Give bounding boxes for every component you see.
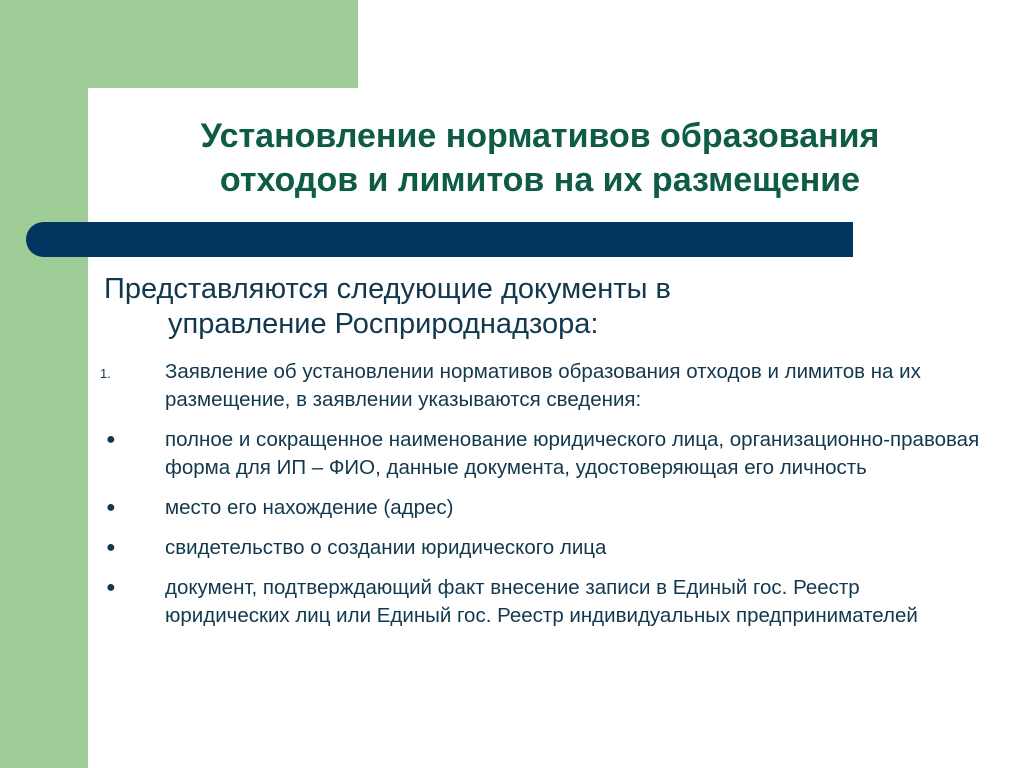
list-item-text: документ, подтверждающий факт внесение записи в Единый гос. Реестр юридических лиц или Единый гос. Реестр индивидуальных предпринимателей — [165, 576, 918, 627]
intro-line-2: управление Росприроднадзора: — [168, 308, 599, 340]
list-item-text: полное и сокращенное наименование юридического лица, организационно-правовая форма для ИП – ФИО, данные документа, удостоверяющая его личность — [165, 428, 980, 479]
decorative-green-sidebar — [0, 0, 88, 768]
slide-title — [100, 114, 980, 202]
slide-title-line-1: Установление нормативов образования — [200, 117, 880, 155]
list-item — [100, 358, 980, 414]
intro-text — [104, 272, 924, 342]
list-item — [100, 426, 980, 482]
document-list — [100, 358, 980, 642]
list-number-marker: 1. — [100, 366, 111, 381]
bullet-icon: ● — [106, 431, 116, 448]
list-item-text: место его нахождение (адрес) — [165, 496, 454, 519]
bullet-icon: ● — [106, 579, 116, 596]
title-divider-bar — [26, 222, 853, 257]
list-item-text: свидетельство о создании юридического лица — [165, 536, 607, 559]
intro-line-1: Представляются следующие документы в — [104, 273, 671, 305]
bullet-icon: ● — [106, 499, 116, 516]
decorative-green-top-block — [0, 0, 358, 88]
list-item — [100, 574, 980, 630]
list-item — [100, 534, 980, 562]
slide-title-line-2: отходов и лимитов на их размещение — [219, 161, 861, 199]
bullet-icon: ● — [106, 539, 116, 556]
list-item — [100, 494, 980, 522]
list-item-text: Заявление об установлении нормативов образования отходов и лимитов на их размещение, в заявлении указываются сведения: — [165, 360, 921, 411]
